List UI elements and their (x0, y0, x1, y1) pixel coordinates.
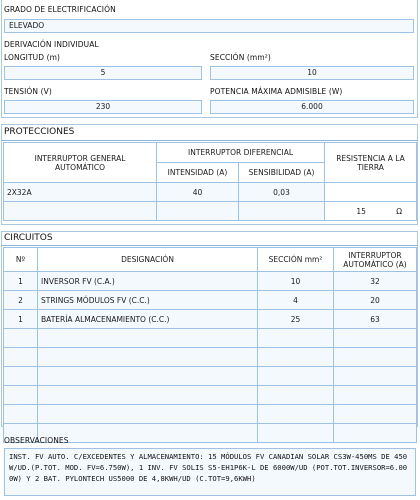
col-sensitivity: SENSIBILIDAD (A) (239, 163, 325, 183)
max-power-label: POTENCIA MÁXIMA ADMISIBLE (W) (210, 87, 343, 96)
row-breaker[interactable] (334, 405, 417, 424)
observations-field[interactable]: INST. FV AUTO. C/EXCEDENTES Y ALMACENAMIENTO: 15 MÓDULOS FV CANADIAN SOLAR CS3W-450MS DE 450W/UD.(P.TOT. MOD. FV=6.750W), 1 INV. FV SOLIS S5-EH1P6K-L DE 6000W/UD (POT.TOT.INVERSOR=6.000W) Y 2 BAT. PYLONTECH US5000 DE 4,8KWH/UD (C.TOT=9,6KWH) (4, 448, 416, 496)
row-number[interactable] (4, 386, 38, 405)
table-row (4, 272, 417, 291)
row-breaker[interactable]: 32 (334, 272, 417, 291)
protections-title: PROTECCIONES (4, 127, 75, 137)
circuits-title: CIRCUITOS (4, 233, 53, 243)
row-section[interactable] (258, 386, 334, 405)
row-number[interactable]: 2 (4, 291, 38, 310)
row-section[interactable]: 4 (258, 291, 334, 310)
row-designation[interactable] (38, 367, 258, 386)
row-breaker[interactable] (334, 386, 417, 405)
row-breaker[interactable] (334, 329, 417, 348)
section-field[interactable]: 10 (210, 66, 414, 80)
derivation-label: DERIVACIÓN INDIVIDUAL (4, 40, 99, 49)
protections-divider (1, 140, 418, 141)
row-number[interactable] (4, 329, 38, 348)
protections-empty-cell[interactable] (157, 202, 239, 221)
row-section[interactable] (258, 348, 334, 367)
col-number: Nº (4, 248, 38, 272)
row-breaker[interactable]: 63 (334, 310, 417, 329)
row-section[interactable] (258, 367, 334, 386)
col-differential: INTERRUPTOR DIFERENCIAL (157, 143, 325, 163)
grade-field[interactable]: ELEVADO (4, 19, 414, 33)
row-number[interactable] (4, 348, 38, 367)
length-field[interactable]: 5 (4, 66, 202, 80)
col-designation: DESIGNACIÓN (38, 248, 258, 272)
length-label: LONGITUD (m) (4, 53, 61, 62)
table-row (4, 405, 417, 424)
observations-label: OBSERVACIONES (4, 436, 69, 445)
protections-empty-cell[interactable] (4, 202, 157, 221)
row-designation[interactable] (38, 386, 258, 405)
row-section[interactable] (258, 329, 334, 348)
max-power-field[interactable]: 6.000 (210, 100, 414, 114)
row-designation[interactable]: STRINGS MÓDULOS FV (C.C.) (38, 291, 258, 310)
section-label: SECCIÓN (mm²) (210, 53, 271, 62)
protections-table (3, 142, 417, 221)
row-number[interactable]: 1 (4, 272, 38, 291)
row-designation[interactable]: BATERÍA ALMACENAMIENTO (C.C.) (38, 310, 258, 329)
earth-resistance-cell[interactable] (325, 202, 417, 221)
table-row (4, 310, 417, 329)
table-row (4, 348, 417, 367)
row-designation[interactable] (38, 329, 258, 348)
circuits-table (3, 247, 417, 443)
table-row (4, 367, 417, 386)
table-row (4, 329, 417, 348)
row-section[interactable]: 10 (258, 272, 334, 291)
row-number[interactable] (4, 405, 38, 424)
row-number[interactable]: 1 (4, 310, 38, 329)
col-earth-resistance: RESISTENCIA A LA TIERRA (325, 143, 417, 183)
col-breaker: INTERRUPTOR AUTOMÁTICO (A) (334, 248, 417, 272)
grade-label: GRADO DE ELECTRIFICACIÓN (4, 5, 116, 14)
table-row (4, 386, 417, 405)
row-section[interactable] (258, 424, 334, 443)
general-breaker-value[interactable]: 2X32A (4, 183, 157, 202)
row-designation[interactable] (38, 424, 258, 443)
intensity-value[interactable]: 40 (157, 183, 239, 202)
protections-empty-cell[interactable] (239, 202, 325, 221)
row-designation[interactable]: INVERSOR FV (C.A.) (38, 272, 258, 291)
row-designation[interactable] (38, 405, 258, 424)
row-breaker[interactable] (334, 348, 417, 367)
row-breaker[interactable] (334, 424, 417, 443)
row-number[interactable] (4, 367, 38, 386)
voltage-field[interactable]: 230 (4, 100, 202, 114)
row-section[interactable] (258, 405, 334, 424)
row-breaker[interactable] (334, 367, 417, 386)
sensitivity-value[interactable]: 0,03 (239, 183, 325, 202)
earth-resistance-value: 15 (356, 206, 366, 216)
row-section[interactable]: 25 (258, 310, 334, 329)
earth-resistance-top-cell (325, 183, 417, 202)
row-breaker[interactable]: 20 (334, 291, 417, 310)
col-section: SECCIÓN mm² (258, 248, 334, 272)
circuits-divider (1, 245, 418, 246)
col-general-breaker: INTERRUPTOR GENERAL AUTOMÁTICO (4, 143, 157, 183)
col-intensity: INTENSIDAD (A) (157, 163, 239, 183)
voltage-label: TENSIÓN (V) (4, 87, 52, 96)
ohm-unit: Ω (396, 206, 403, 216)
table-row (4, 291, 417, 310)
row-designation[interactable] (38, 348, 258, 367)
